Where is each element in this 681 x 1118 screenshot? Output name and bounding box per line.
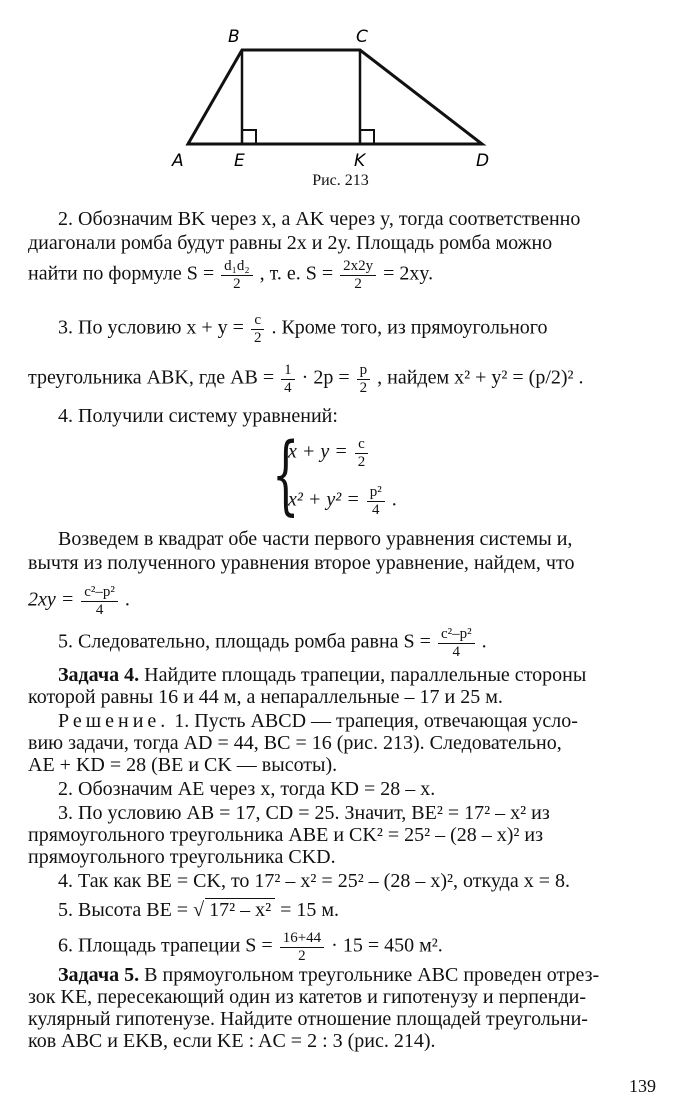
text-line: 4. Так как BE = CK, то 17² – x² = 25² – (28 – x)², откуда x = 8. <box>58 870 570 892</box>
text-span: , найдем x² + y² = (p/2)² . <box>377 366 584 389</box>
denominator: 4 <box>452 643 461 660</box>
text-line <box>28 930 681 964</box>
denominator: 2 <box>233 275 241 292</box>
numerator: p <box>357 362 371 380</box>
fraction <box>281 362 295 396</box>
text-span: 5. Высота BE = <box>58 899 189 921</box>
text-line: ков ABC и EKB, если KE : AC = 2 : 3 (рис. 214). <box>28 1030 436 1052</box>
denominator: 4 <box>372 501 380 518</box>
label-b: B <box>228 27 240 47</box>
figure-caption: Рис. 213 <box>312 172 369 189</box>
fraction <box>221 258 252 292</box>
denominator: 2 <box>298 947 306 964</box>
text-line: AE + KD = 28 (BE и CK — высоты). <box>28 754 338 776</box>
sqrt-radicand: 17² – x² <box>205 898 275 922</box>
text-span: . Кроме того, из прямоугольного <box>271 316 548 339</box>
text-span: Найдите площадь трапеции, параллельные стороны <box>144 664 587 686</box>
label-c: C <box>356 27 368 47</box>
label-e: E <box>234 151 245 171</box>
text-line <box>28 710 681 733</box>
text-span: В прямоугольном треугольнике ABC проведен отрез- <box>144 964 600 986</box>
numerator: 1 <box>281 362 295 380</box>
text-span: · 2p = <box>301 366 350 389</box>
denominator: 2 <box>253 329 262 346</box>
text-line: зок KE, пересекающий один из катетов и гипотенузу и перпенди- <box>28 986 587 1008</box>
label-d: D <box>476 151 490 171</box>
numerator: c²–p² <box>81 584 118 602</box>
text-span: 3. По условию x + y = <box>58 316 244 339</box>
text-line <box>28 898 681 922</box>
text-span: · 15 = 450 м². <box>331 934 443 957</box>
numerator: d₁d₂ <box>221 258 252 276</box>
fraction <box>251 312 265 346</box>
text-span: 6. Площадь трапеции S = <box>58 934 273 957</box>
text-line: вию задачи, тогда AD = 44, BC = 16 (рис. 213). Следовательно, <box>28 732 562 754</box>
denominator: 2 <box>357 453 366 470</box>
text-span: найти по формуле S = <box>28 262 215 285</box>
text-span: треугольника ABK, где AB = <box>28 366 275 389</box>
text-span: x + y = <box>288 440 348 463</box>
task-label: Задача 4. <box>58 664 140 686</box>
text-span: . <box>391 488 397 511</box>
text-span: 2xy = <box>28 588 75 611</box>
text-line: кулярный гипотенузе. Найдите отношение площадей треугольни- <box>28 1008 588 1030</box>
numerator: 16+44 <box>280 930 324 948</box>
text-line: прямоугольного треугольника CKD. <box>28 846 336 868</box>
numerator: p² <box>367 484 385 502</box>
text-line: 4. Получили систему уравнений: <box>58 405 338 427</box>
denominator: 2 <box>354 275 362 292</box>
fraction <box>355 436 369 470</box>
text-span: . <box>481 630 487 653</box>
text-span: x² + y² = <box>288 488 360 511</box>
denominator: 4 <box>95 601 104 618</box>
fraction <box>81 584 118 618</box>
text-line: 2. Обозначим AE через x, тогда KD = 28 – x. <box>58 778 436 800</box>
numerator: c²–p² <box>438 626 475 644</box>
equation-line <box>288 436 370 470</box>
numerator: c <box>251 312 264 330</box>
fraction <box>280 930 324 964</box>
brace: { <box>272 425 300 525</box>
fraction <box>438 626 475 660</box>
right-angle-mark-e <box>242 130 256 144</box>
text-line: 3. По условию AB = 17, CD = 25. Значит, BE² = 17² – x² из <box>58 802 550 824</box>
task-5-heading <box>28 964 681 987</box>
text-line <box>28 362 658 396</box>
numerator: c <box>355 436 368 454</box>
page-number: 139 <box>629 1076 656 1096</box>
denominator: 4 <box>284 379 292 396</box>
sqrt-sign: √ <box>193 899 205 921</box>
text-line: вычтя из полученного уравнения второе уравнение, найдем, что <box>28 552 575 574</box>
text-line: прямоугольного треугольника ABE и CK² = 25² – (28 – x)² из <box>28 824 544 846</box>
task-4-heading <box>28 664 681 687</box>
text-line <box>28 258 658 292</box>
numerator: 2x2y <box>340 258 376 276</box>
trapezoid-abcd <box>188 50 482 144</box>
equation-line <box>288 484 397 518</box>
solution-label: Решение. <box>58 710 170 732</box>
text-line <box>28 584 658 618</box>
text-line: диагонали ромба будут равны 2x и 2y. Площадь ромба можно <box>28 232 553 254</box>
text-span: , т. е. S = <box>259 262 334 285</box>
denominator: 2 <box>359 379 368 396</box>
fraction <box>357 362 371 396</box>
text-line: Возведем в квадрат обе части первого уравнения системы и, <box>58 528 573 550</box>
text-line <box>28 312 681 346</box>
text-line: которой равны 16 и 44 м, а непараллельные – 17 и 25 м. <box>28 686 503 708</box>
text-line <box>28 626 681 660</box>
fraction <box>367 484 385 518</box>
task-label: Задача 5. <box>58 964 140 986</box>
text-line: 2. Обозначим BK через x, а AK через y, тогда соответственно <box>58 208 581 230</box>
text-span: 1. Пусть ABCD — трапеция, отвечающая усло- <box>174 710 578 732</box>
text-span: . <box>124 588 130 611</box>
label-k: K <box>354 151 366 171</box>
text-span: 5. Следовательно, площадь ромба равна S = <box>58 630 431 653</box>
right-angle-mark-k <box>360 130 374 144</box>
equation-system <box>272 425 472 532</box>
text-span: = 15 м. <box>280 899 340 921</box>
label-a: A <box>172 151 184 171</box>
fraction <box>340 258 376 292</box>
text-span: = 2xy. <box>383 262 434 285</box>
